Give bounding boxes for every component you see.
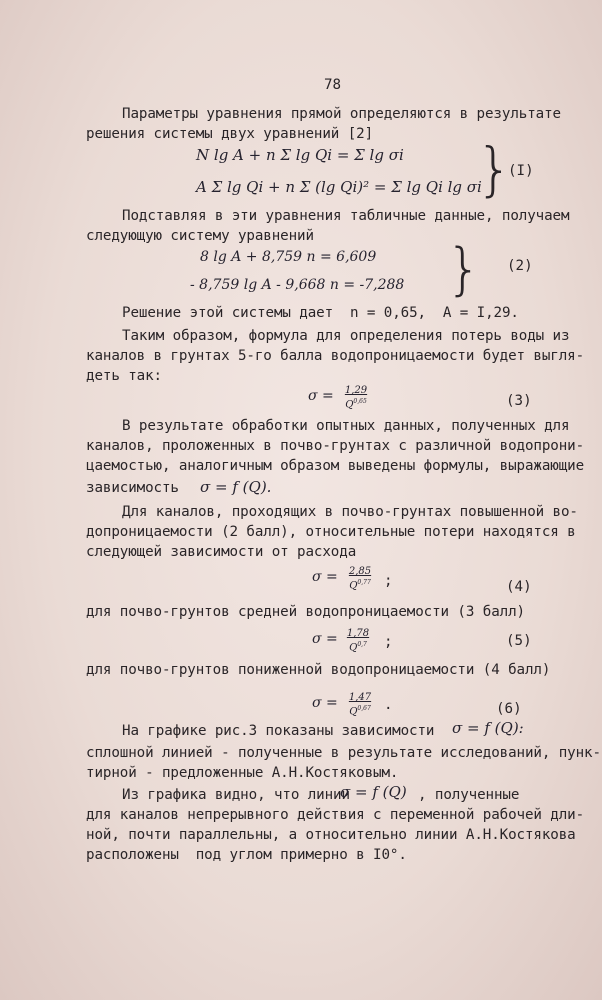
fraction-numerator: 2,85 — [348, 566, 372, 577]
fraction-numerator: 1,29 — [344, 385, 368, 396]
formula-lhs: σ = — [312, 569, 338, 585]
formula-lhs: σ = — [312, 631, 338, 647]
formula-lhs: σ = — [312, 695, 338, 711]
equation-number: (6) — [496, 701, 522, 717]
paragraph-line: Из графика видно, что линии — [122, 787, 350, 803]
dot: . — [384, 697, 393, 713]
equation-brace: } — [446, 237, 482, 302]
dependency-formula: σ = f (Q) — [340, 783, 407, 801]
equation-number: (3) — [506, 393, 532, 409]
paragraph-line: для почво-грунтов средней водопроницаемости (3 балл) — [86, 604, 525, 620]
paragraph-line: цаемостью, аналогичным образом выведены формулы, выражающие — [86, 458, 585, 474]
semicolon: ; — [384, 573, 393, 589]
paragraph-line: Для каналов, проходящих в почво-грунтах повышенной во- — [122, 504, 578, 520]
fraction-denominator: Q$^{0,7}$ — [349, 641, 367, 654]
paragraph-line: каналов в грунтах 5-го балла водопроницаемости будет выгля- — [86, 348, 585, 364]
fraction-denominator: Q$^{0,77}$ — [349, 579, 371, 592]
paragraph-line: зависимость — [86, 480, 179, 496]
equation-brace: } — [476, 135, 513, 203]
formula-fraction — [336, 385, 376, 410]
paragraph-line: для каналов непрерывного действия с переменной рабочей дли- — [86, 807, 585, 823]
solution-result: n = 0,65, A = I,29. — [350, 305, 519, 321]
paragraph-line: Таким образом, формула для определения потерь воды из — [122, 328, 570, 344]
paragraph-line: допроницаемости (2 балл), относительные потери находятся в — [86, 524, 576, 540]
paragraph-line: решения системы двух уравнений [2] — [86, 126, 374, 142]
equation-system-2-line-2: - 8,759 lg A - 9,668 n = -7,288 — [190, 277, 405, 293]
paragraph-line: , полученные — [418, 787, 520, 803]
paragraph-line: каналов, проложенных в почво-грунтах с различной водопрони- — [86, 438, 585, 454]
dependency-formula: σ = f (Q): — [452, 719, 524, 737]
formula-lhs: σ = — [308, 388, 334, 404]
equation-number: (4) — [506, 579, 532, 595]
paragraph-line: Подставляя в эти уравнения табличные данные, получаем — [122, 208, 570, 224]
equation-system-1-line-2: A Σ lg Qi + n Σ (lg Qi)² = Σ lg Qi lg σi — [196, 178, 482, 196]
fraction-numerator: 1,47 — [348, 692, 372, 703]
formula-fraction — [340, 692, 380, 717]
dependency-formula: σ = f (Q). — [200, 478, 272, 496]
paragraph-line: следующую систему уравнений — [86, 228, 314, 244]
equation-number: (I) — [508, 163, 534, 179]
fraction-denominator: Q$^{0,65}$ — [345, 398, 367, 411]
paragraph-line: тирной - предложенные А.Н.Костяковым. — [86, 765, 399, 781]
semicolon: ; — [384, 634, 393, 650]
paragraph-line: Решение этой системы дает — [122, 305, 334, 321]
paragraph-line: следующей зависимости от расхода — [86, 544, 357, 560]
equation-system-2-line-1: 8 lg A + 8,759 n = 6,609 — [200, 249, 377, 265]
equation-number: (5) — [506, 633, 532, 649]
paragraph-line: На графике рис.3 показаны зависимости — [122, 723, 435, 739]
paragraph-line: В результате обработки опытных данных, полученных для — [122, 418, 570, 434]
paragraph-line: для почво-грунтов пониженной водопроницаемости (4 балл) — [86, 662, 551, 678]
formula-fraction — [340, 628, 376, 653]
paragraph-line: сплошной линией - полученные в результате исследований, пунк- — [86, 745, 601, 761]
equation-system-1-line-1: N lg A + n Σ lg Qi = Σ lg σi — [196, 146, 404, 164]
paragraph-line: Параметры уравнения прямой определяются в результате — [122, 106, 561, 122]
fraction-numerator: 1,78 — [346, 628, 370, 639]
paragraph-line: деть так: — [86, 368, 162, 384]
paragraph-line: ной, почти параллельны, а относительно линии А.Н.Костякова — [86, 827, 576, 843]
page-number: 78 — [324, 77, 341, 93]
paragraph-line: расположены под углом примерно в I0°. — [86, 847, 407, 863]
fraction-denominator: Q$^{0,67}$ — [349, 705, 371, 718]
equation-number: (2) — [507, 258, 533, 274]
formula-fraction — [340, 566, 380, 591]
